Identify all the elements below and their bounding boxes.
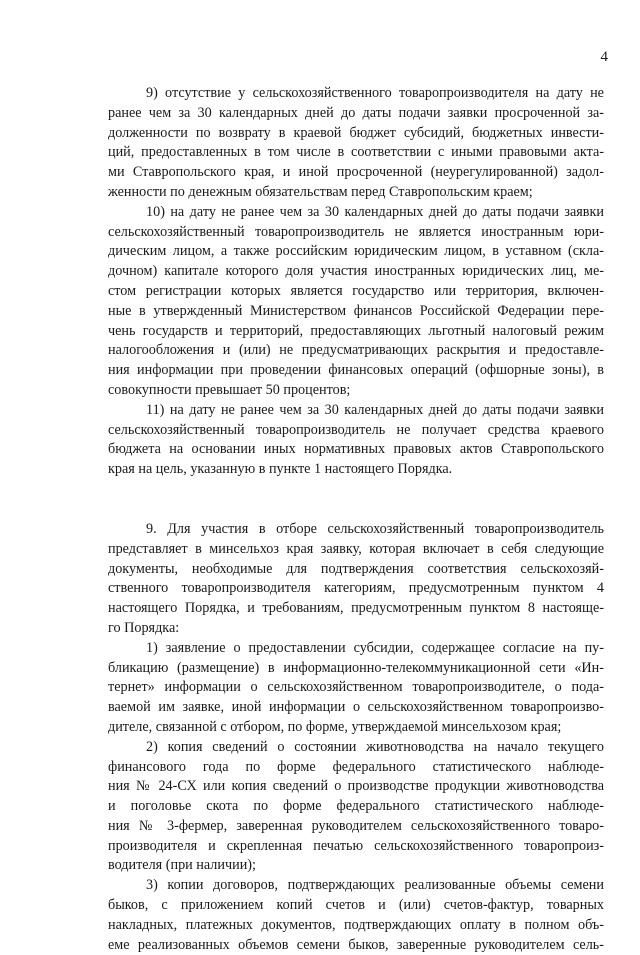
paragraph-p11 xyxy=(108,401,604,480)
paragraph-s9-1 xyxy=(108,639,604,738)
text-line: ми Ставропольского края, и иной просроченной (неурегулированной) задол- xyxy=(108,164,604,181)
text-line: долженности по возврату в краевой бюджет субсидий, бюджетных инвести- xyxy=(108,124,604,141)
text-line: 3) копии договоров, подтверждающих реализованные объемы семени xyxy=(146,877,604,894)
text-line: ций, предоставленных в том числе в соответствии с иными правовыми акта- xyxy=(108,144,604,161)
paragraph-gap xyxy=(108,480,604,520)
text-line: ные в утвержденный Министерством финансов Российской Федерации пере- xyxy=(108,302,604,319)
text-line: 10) на дату не ранее чем за 30 календарных дней до даты подачи заявки xyxy=(146,203,604,220)
text-line: 9. Для участия в отборе сельскохозяйственный товаропроизводитель xyxy=(146,520,604,537)
text-line: чень государств и территорий, предоставляющих льготный налоговый режим xyxy=(108,322,604,339)
text-line: дическим лицом, а также российским юридическим лицом, в уставном (скла- xyxy=(108,243,604,260)
text-line: накладных, платежных документов, подтверждающих оплату в полном объ- xyxy=(108,916,604,933)
paragraph-p9 xyxy=(108,84,604,203)
text-line: 1) заявление о предоставлении субсидии, содержащее согласие на пу- xyxy=(146,639,604,656)
text-line: 11) на дату не ранее чем за 30 календарных дней до даты подачи заявки xyxy=(146,401,604,418)
text-line: представляет в минсельхоз края заявку, которая включает в себя следующие xyxy=(108,540,604,557)
paragraph-s9-2 xyxy=(108,738,604,877)
text-line: бликацию (размещение) в информационно-телекоммуникационной сети «Ин- xyxy=(108,659,604,676)
text-line: ния № 3-фермер, заверенная руководителем сельскохозяйственного товаро- xyxy=(108,817,604,834)
text-line: ния информации при проведении финансовых операций (офшорные зоны), в xyxy=(108,362,604,379)
paragraph-s9 xyxy=(108,520,604,639)
text-line: 2) копия сведений о состоянии животноводства на начало текущего xyxy=(146,738,604,755)
page-number: 4 xyxy=(600,49,608,65)
text-line: ния № 24-СХ или копия сведений о производстве продукции животноводства xyxy=(108,778,604,795)
text-line: быков, с приложением копий счетов и (или) счетов-фактур, товарных xyxy=(108,897,604,914)
text-line: ственного товаропроизводителя категориям, предусмотренным пунктом 4 xyxy=(108,580,604,597)
text-line: ранее чем за 30 календарных дней до даты подачи заявки просроченной за- xyxy=(108,104,604,121)
paragraph-s9-3 xyxy=(108,876,604,955)
paragraph-p10 xyxy=(108,203,604,401)
text-line: и поголовье скота по форме федерального статистического наблюде- xyxy=(108,798,604,815)
text-line: производителя и скрепленная печатью сельскохозяйственного товаропроиз- xyxy=(108,837,604,854)
text-line: финансового года по форме федерального статистического наблюде- xyxy=(108,758,604,775)
text-line: водителя (при наличии); xyxy=(108,857,256,874)
text-line: настоящего Порядка, и требованиям, предусмотренным пунктом 8 настояще- xyxy=(108,600,604,617)
text-line: налогообложения и (или) не предусматривающих раскрытия и предоставле- xyxy=(108,342,604,359)
text-line: еме реализованных объемов семени быков, заверенные руководителем сель- xyxy=(108,936,604,953)
text-line: документы, необходимые для подтверждения соответствия сельскохозяй- xyxy=(108,560,604,577)
text-line: бюджета на основании иных нормативных правовых актов Ставропольского xyxy=(108,441,604,458)
text-line: сельскохозяйственный товаропроизводитель не является иностранным юри- xyxy=(108,223,604,240)
text-line: дочном) капитале которого доля участия иностранных юридических лиц, ме- xyxy=(108,263,604,280)
text-line: 9) отсутствие у сельскохозяйственного товаропроизводителя на дату не xyxy=(146,85,604,101)
text-line: женности по денежным обязательствам перед Ставропольским краем; xyxy=(108,183,533,200)
text-line: тернет» информации о сельскохозяйственном товаропроизводителе, о пода- xyxy=(108,679,604,696)
document-body xyxy=(108,84,604,955)
text-line: совокупности превышает 50 процентов; xyxy=(108,381,351,398)
text-line: края на цель, указанную в пункте 1 настоящего Порядка. xyxy=(108,461,453,478)
text-line: сельскохозяйственный товаропроизводитель не получает средства краевого xyxy=(108,421,604,438)
text-line: ваемой им заявке, иной информации о сельскохозяйственном товаропроизво- xyxy=(108,699,604,716)
text-line: стом регистрации которых является государство или территория, включен- xyxy=(108,282,604,299)
text-line: го Порядка: xyxy=(108,619,180,636)
text-line: дителе, связанной с отбором, по форме, утверждаемой минсельхозом края; xyxy=(108,718,562,735)
